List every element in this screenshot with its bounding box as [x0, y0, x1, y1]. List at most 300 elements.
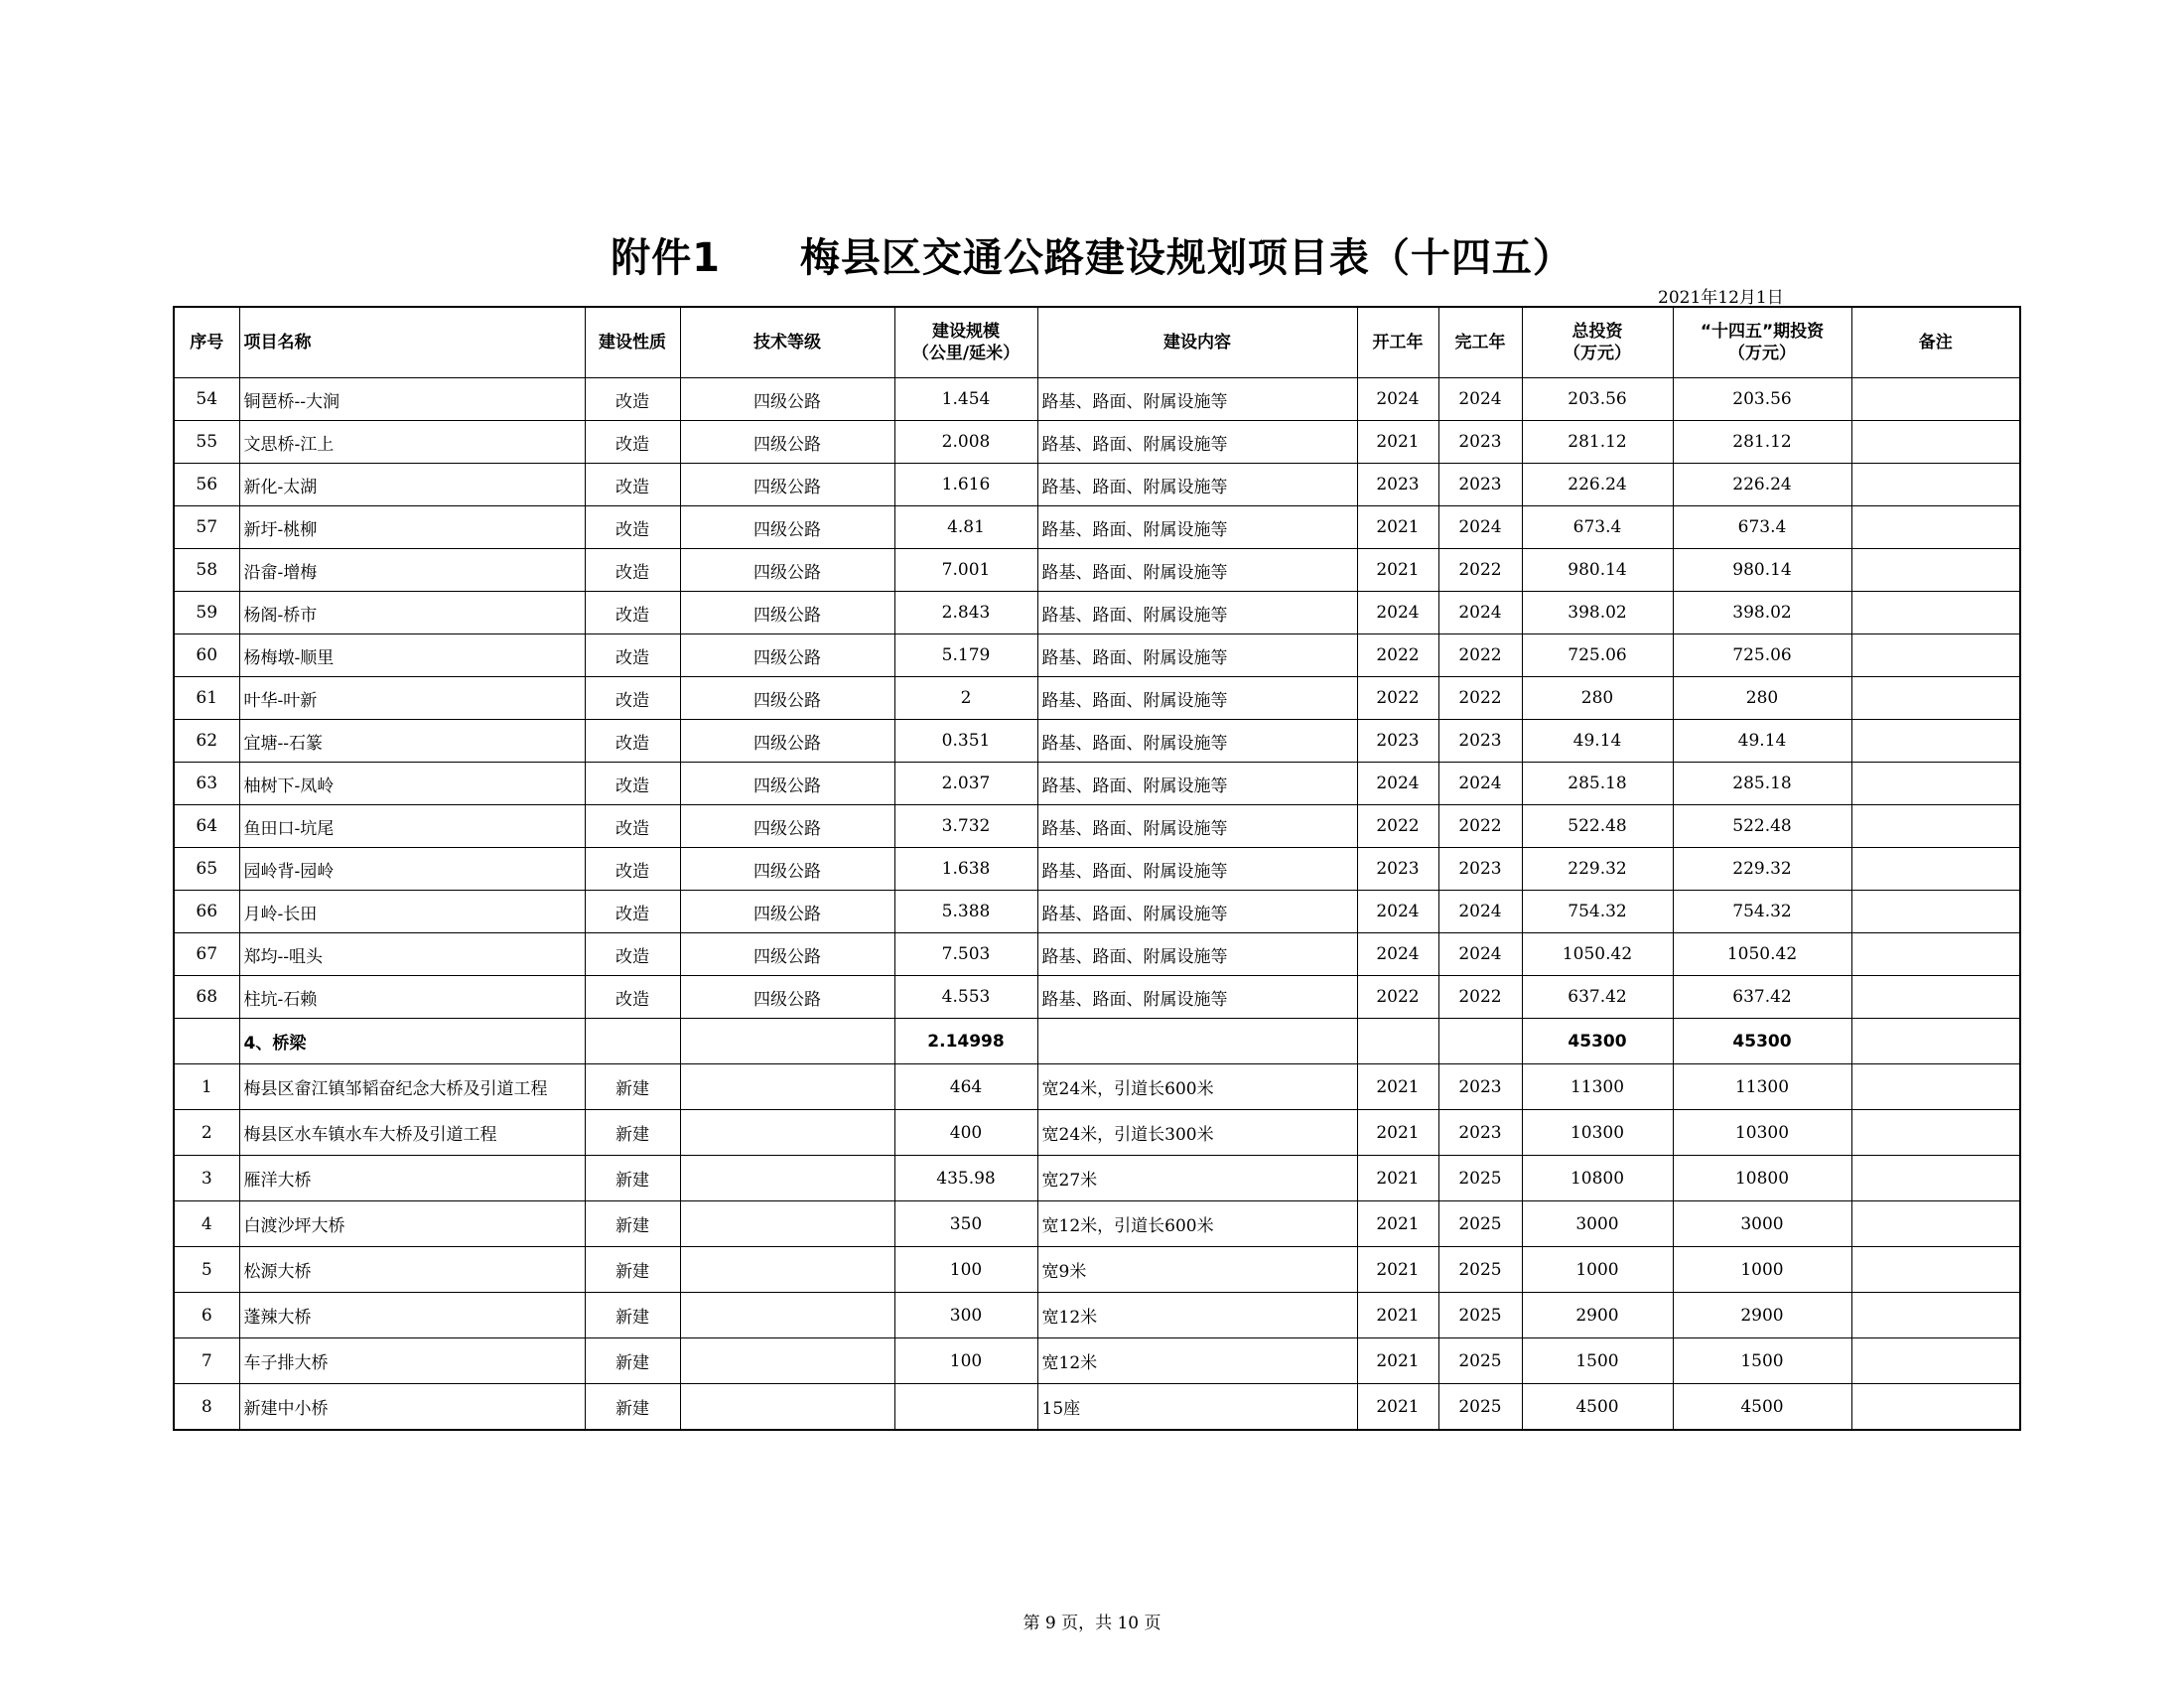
cell-nature: 改造 — [585, 634, 680, 677]
cell-seq: 60 — [174, 634, 239, 677]
cell-nature: 新建 — [585, 1156, 680, 1201]
cell-name: 郑均--咀头 — [239, 933, 585, 976]
cell-seq: 1 — [174, 1064, 239, 1110]
cell-grade — [680, 1156, 894, 1201]
cell-plan: 10800 — [1673, 1156, 1851, 1201]
cell-total: 203.56 — [1522, 378, 1673, 421]
cell-remark — [1851, 1064, 2020, 1110]
cell-end: 2022 — [1438, 805, 1522, 848]
cell-start: 2021 — [1357, 1110, 1438, 1156]
cell-total: 1050.42 — [1522, 933, 1673, 976]
cell-content: 路基、路面、附属设施等 — [1037, 720, 1357, 763]
cell-scale: 2.843 — [894, 592, 1037, 634]
table-row — [174, 677, 2020, 720]
cell-remark — [1851, 763, 2020, 805]
cell-seq: 63 — [174, 763, 239, 805]
table-header-row — [174, 307, 2020, 378]
section-plan: 45300 — [1673, 1019, 1851, 1064]
table-row — [174, 378, 2020, 421]
cell-name: 新化-太湖 — [239, 464, 585, 506]
col-header-scale — [894, 307, 1037, 378]
section-end — [1438, 1019, 1522, 1064]
cell-grade: 四级公路 — [680, 805, 894, 848]
cell-total: 10300 — [1522, 1110, 1673, 1156]
cell-end: 2025 — [1438, 1247, 1522, 1293]
cell-seq: 7 — [174, 1338, 239, 1384]
table-row — [174, 506, 2020, 549]
cell-content: 路基、路面、附属设施等 — [1037, 421, 1357, 464]
table-row — [174, 1384, 2020, 1431]
cell-scale: 4.553 — [894, 976, 1037, 1019]
cell-remark — [1851, 805, 2020, 848]
document-date: 2021年12月1日 — [1658, 288, 1784, 308]
cell-end: 2023 — [1438, 464, 1522, 506]
table-row — [174, 549, 2020, 592]
cell-end: 2024 — [1438, 592, 1522, 634]
cell-total: 10800 — [1522, 1156, 1673, 1201]
cell-scale: 435.98 — [894, 1156, 1037, 1201]
cell-plan: 285.18 — [1673, 763, 1851, 805]
col-header-end: 完工年 — [1438, 307, 1522, 378]
cell-grade — [680, 1384, 894, 1431]
cell-name: 鱼田口-坑尾 — [239, 805, 585, 848]
cell-name: 松源大桥 — [239, 1247, 585, 1293]
cell-scale: 400 — [894, 1110, 1037, 1156]
cell-total: 229.32 — [1522, 848, 1673, 891]
cell-start: 2021 — [1357, 1201, 1438, 1247]
cell-total: 673.4 — [1522, 506, 1673, 549]
cell-plan: 398.02 — [1673, 592, 1851, 634]
cell-plan: 49.14 — [1673, 720, 1851, 763]
cell-plan: 754.32 — [1673, 891, 1851, 933]
cell-seq: 59 — [174, 592, 239, 634]
cell-remark — [1851, 464, 2020, 506]
cell-content: 路基、路面、附属设施等 — [1037, 933, 1357, 976]
cell-end: 2025 — [1438, 1293, 1522, 1338]
cell-scale: 7.001 — [894, 549, 1037, 592]
cell-nature: 改造 — [585, 763, 680, 805]
cell-seq: 65 — [174, 848, 239, 891]
cell-seq: 57 — [174, 506, 239, 549]
cell-plan: 4500 — [1673, 1384, 1851, 1431]
cell-name: 蓬辣大桥 — [239, 1293, 585, 1338]
cell-end: 2024 — [1438, 933, 1522, 976]
cell-remark — [1851, 1247, 2020, 1293]
cell-end: 2023 — [1438, 1110, 1522, 1156]
cell-seq: 64 — [174, 805, 239, 848]
cell-scale: 100 — [894, 1247, 1037, 1293]
cell-start: 2024 — [1357, 933, 1438, 976]
cell-start: 2024 — [1357, 378, 1438, 421]
cell-content: 路基、路面、附属设施等 — [1037, 891, 1357, 933]
cell-remark — [1851, 1384, 2020, 1431]
col-header-plan-line2: （万元） — [1728, 344, 1796, 363]
cell-scale: 7.503 — [894, 933, 1037, 976]
cell-plan: 673.4 — [1673, 506, 1851, 549]
cell-name: 沿畲-增梅 — [239, 549, 585, 592]
cell-remark — [1851, 720, 2020, 763]
cell-nature: 改造 — [585, 549, 680, 592]
cell-name: 杨阁-桥市 — [239, 592, 585, 634]
table-row — [174, 1110, 2020, 1156]
cell-remark — [1851, 933, 2020, 976]
cell-plan: 226.24 — [1673, 464, 1851, 506]
cell-content: 宽9米 — [1037, 1247, 1357, 1293]
cell-total: 2900 — [1522, 1293, 1673, 1338]
cell-seq: 55 — [174, 421, 239, 464]
cell-start: 2021 — [1357, 1064, 1438, 1110]
cell-total: 1500 — [1522, 1338, 1673, 1384]
cell-scale: 1.454 — [894, 378, 1037, 421]
col-header-content: 建设内容 — [1037, 307, 1357, 378]
cell-end: 2025 — [1438, 1156, 1522, 1201]
page-number: 第 9 页，共 10 页 — [1023, 1614, 1161, 1633]
road-rows — [174, 378, 2020, 1019]
cell-name: 梅县区水车镇水车大桥及引道工程 — [239, 1110, 585, 1156]
cell-nature: 新建 — [585, 1384, 680, 1431]
cell-total: 398.02 — [1522, 592, 1673, 634]
cell-name: 柱坑-石赖 — [239, 976, 585, 1019]
cell-content: 路基、路面、附属设施等 — [1037, 805, 1357, 848]
cell-nature: 改造 — [585, 677, 680, 720]
cell-content: 宽24米，引道长300米 — [1037, 1110, 1357, 1156]
cell-name: 新圩-桃柳 — [239, 506, 585, 549]
cell-grade: 四级公路 — [680, 421, 894, 464]
cell-content: 路基、路面、附属设施等 — [1037, 592, 1357, 634]
cell-scale: 100 — [894, 1338, 1037, 1384]
cell-total: 280 — [1522, 677, 1673, 720]
cell-remark — [1851, 506, 2020, 549]
cell-plan: 1000 — [1673, 1247, 1851, 1293]
cell-grade: 四级公路 — [680, 549, 894, 592]
cell-nature: 改造 — [585, 891, 680, 933]
cell-plan: 522.48 — [1673, 805, 1851, 848]
cell-seq: 62 — [174, 720, 239, 763]
cell-remark — [1851, 634, 2020, 677]
table-row — [174, 1156, 2020, 1201]
cell-total: 3000 — [1522, 1201, 1673, 1247]
cell-name: 梅县区畲江镇邹韬奋纪念大桥及引道工程 — [239, 1064, 585, 1110]
cell-end: 2024 — [1438, 763, 1522, 805]
section-name: 4、桥梁 — [239, 1019, 585, 1064]
cell-start: 2021 — [1357, 1293, 1438, 1338]
cell-start: 2024 — [1357, 763, 1438, 805]
cell-nature: 新建 — [585, 1338, 680, 1384]
cell-plan: 637.42 — [1673, 976, 1851, 1019]
cell-scale: 0.351 — [894, 720, 1037, 763]
cell-end: 2024 — [1438, 506, 1522, 549]
cell-remark — [1851, 677, 2020, 720]
cell-seq: 2 — [174, 1110, 239, 1156]
table-row — [174, 1064, 2020, 1110]
cell-remark — [1851, 976, 2020, 1019]
cell-end: 2022 — [1438, 634, 1522, 677]
cell-nature: 改造 — [585, 933, 680, 976]
cell-content: 路基、路面、附属设施等 — [1037, 506, 1357, 549]
cell-grade — [680, 1338, 894, 1384]
section-start — [1357, 1019, 1438, 1064]
cell-content: 路基、路面、附属设施等 — [1037, 976, 1357, 1019]
cell-grade: 四级公路 — [680, 592, 894, 634]
cell-total: 49.14 — [1522, 720, 1673, 763]
table-row — [174, 805, 2020, 848]
cell-remark — [1851, 421, 2020, 464]
cell-plan: 11300 — [1673, 1064, 1851, 1110]
cell-nature: 改造 — [585, 805, 680, 848]
cell-grade: 四级公路 — [680, 677, 894, 720]
col-header-start: 开工年 — [1357, 307, 1438, 378]
cell-grade — [680, 1110, 894, 1156]
cell-name: 车子排大桥 — [239, 1338, 585, 1384]
cell-remark — [1851, 848, 2020, 891]
cell-end: 2022 — [1438, 677, 1522, 720]
cell-start: 2024 — [1357, 592, 1438, 634]
cell-seq: 8 — [174, 1384, 239, 1431]
cell-content: 宽12米 — [1037, 1293, 1357, 1338]
cell-total: 285.18 — [1522, 763, 1673, 805]
cell-grade: 四级公路 — [680, 848, 894, 891]
cell-nature: 改造 — [585, 720, 680, 763]
cell-start: 2021 — [1357, 1384, 1438, 1431]
cell-name: 柚树下-凤岭 — [239, 763, 585, 805]
cell-seq: 67 — [174, 933, 239, 976]
cell-total: 754.32 — [1522, 891, 1673, 933]
cell-start: 2021 — [1357, 1156, 1438, 1201]
cell-scale: 350 — [894, 1201, 1037, 1247]
table-row — [174, 421, 2020, 464]
cell-content: 15座 — [1037, 1384, 1357, 1431]
table-row — [174, 976, 2020, 1019]
section-content — [1037, 1019, 1357, 1064]
cell-start: 2023 — [1357, 848, 1438, 891]
cell-start: 2022 — [1357, 634, 1438, 677]
title-main: 梅县区交通公路建设规划项目表（十四五） — [799, 235, 1573, 281]
cell-end: 2024 — [1438, 378, 1522, 421]
cell-end: 2022 — [1438, 549, 1522, 592]
cell-grade: 四级公路 — [680, 464, 894, 506]
cell-remark — [1851, 1156, 2020, 1201]
cell-start: 2023 — [1357, 720, 1438, 763]
cell-grade: 四级公路 — [680, 891, 894, 933]
col-header-total-line1: 总投资 — [1571, 322, 1623, 342]
cell-start: 2021 — [1357, 421, 1438, 464]
cell-total: 522.48 — [1522, 805, 1673, 848]
cell-seq: 3 — [174, 1156, 239, 1201]
table-row — [174, 464, 2020, 506]
cell-name: 杨梅墩-顺里 — [239, 634, 585, 677]
cell-name: 雁洋大桥 — [239, 1156, 585, 1201]
cell-grade: 四级公路 — [680, 506, 894, 549]
bridge-rows — [174, 1064, 2020, 1431]
cell-grade: 四级公路 — [680, 933, 894, 976]
cell-seq: 54 — [174, 378, 239, 421]
cell-content: 宽12米 — [1037, 1338, 1357, 1384]
cell-seq: 4 — [174, 1201, 239, 1247]
cell-nature: 改造 — [585, 848, 680, 891]
project-table — [173, 306, 2021, 1431]
cell-remark — [1851, 549, 2020, 592]
col-header-plan — [1673, 307, 1851, 378]
cell-content: 路基、路面、附属设施等 — [1037, 763, 1357, 805]
cell-start: 2021 — [1357, 1338, 1438, 1384]
col-header-plan-line1: “十四五”期投资 — [1700, 322, 1825, 342]
table-row — [174, 1293, 2020, 1338]
cell-nature: 改造 — [585, 592, 680, 634]
cell-scale: 5.179 — [894, 634, 1037, 677]
cell-content: 宽27米 — [1037, 1156, 1357, 1201]
col-header-total-line2: （万元） — [1564, 344, 1631, 363]
cell-plan: 2900 — [1673, 1293, 1851, 1338]
cell-name: 园岭背-园岭 — [239, 848, 585, 891]
cell-seq: 66 — [174, 891, 239, 933]
cell-name: 铜琶桥--大涧 — [239, 378, 585, 421]
cell-remark — [1851, 1110, 2020, 1156]
cell-content: 路基、路面、附属设施等 — [1037, 549, 1357, 592]
cell-content: 路基、路面、附属设施等 — [1037, 378, 1357, 421]
cell-grade: 四级公路 — [680, 634, 894, 677]
cell-nature: 改造 — [585, 464, 680, 506]
cell-remark — [1851, 378, 2020, 421]
cell-scale: 1.616 — [894, 464, 1037, 506]
cell-end: 2023 — [1438, 421, 1522, 464]
title-prefix: 附件1 — [611, 235, 721, 281]
document-title — [0, 226, 2184, 283]
cell-grade — [680, 1247, 894, 1293]
col-header-remark: 备注 — [1851, 307, 2020, 378]
cell-name: 文思桥-江上 — [239, 421, 585, 464]
cell-seq: 56 — [174, 464, 239, 506]
cell-start: 2022 — [1357, 677, 1438, 720]
col-header-scale-line1: 建设规模 — [932, 322, 1000, 342]
cell-end: 2024 — [1438, 891, 1522, 933]
cell-nature: 改造 — [585, 506, 680, 549]
cell-grade: 四级公路 — [680, 763, 894, 805]
cell-total: 980.14 — [1522, 549, 1673, 592]
section-seq — [174, 1019, 239, 1064]
cell-grade — [680, 1293, 894, 1338]
section-nature — [585, 1019, 680, 1064]
table-row — [174, 1338, 2020, 1384]
cell-name: 白渡沙坪大桥 — [239, 1201, 585, 1247]
cell-plan: 203.56 — [1673, 378, 1851, 421]
cell-grade: 四级公路 — [680, 720, 894, 763]
cell-scale: 2.037 — [894, 763, 1037, 805]
cell-remark — [1851, 1293, 2020, 1338]
col-header-grade: 技术等级 — [680, 307, 894, 378]
cell-start: 2024 — [1357, 891, 1438, 933]
cell-nature: 改造 — [585, 976, 680, 1019]
cell-grade: 四级公路 — [680, 976, 894, 1019]
cell-scale: 2.008 — [894, 421, 1037, 464]
cell-start: 2023 — [1357, 464, 1438, 506]
col-header-scale-line2: （公里/延米） — [911, 344, 1021, 363]
cell-end: 2025 — [1438, 1384, 1522, 1431]
cell-seq: 61 — [174, 677, 239, 720]
cell-total: 4500 — [1522, 1384, 1673, 1431]
cell-grade: 四级公路 — [680, 378, 894, 421]
section-total: 45300 — [1522, 1019, 1673, 1064]
cell-plan: 1500 — [1673, 1338, 1851, 1384]
table-row — [174, 634, 2020, 677]
cell-scale: 2 — [894, 677, 1037, 720]
cell-scale: 4.81 — [894, 506, 1037, 549]
cell-nature: 新建 — [585, 1293, 680, 1338]
cell-total: 281.12 — [1522, 421, 1673, 464]
cell-scale: 300 — [894, 1293, 1037, 1338]
table-row — [174, 848, 2020, 891]
cell-content: 路基、路面、附属设施等 — [1037, 677, 1357, 720]
cell-end: 2023 — [1438, 848, 1522, 891]
table-row — [174, 1201, 2020, 1247]
cell-total: 725.06 — [1522, 634, 1673, 677]
cell-total: 226.24 — [1522, 464, 1673, 506]
cell-seq: 6 — [174, 1293, 239, 1338]
cell-nature: 改造 — [585, 421, 680, 464]
cell-start: 2022 — [1357, 805, 1438, 848]
cell-name: 宜塘--石篆 — [239, 720, 585, 763]
section-grade — [680, 1019, 894, 1064]
cell-plan: 10300 — [1673, 1110, 1851, 1156]
cell-remark — [1851, 1338, 2020, 1384]
cell-content: 路基、路面、附属设施等 — [1037, 464, 1357, 506]
cell-nature: 新建 — [585, 1064, 680, 1110]
cell-nature: 新建 — [585, 1201, 680, 1247]
table-row — [174, 720, 2020, 763]
cell-scale: 5.388 — [894, 891, 1037, 933]
cell-plan: 229.32 — [1673, 848, 1851, 891]
col-header-seq: 序号 — [174, 307, 239, 378]
table-row — [174, 933, 2020, 976]
cell-scale: 1.638 — [894, 848, 1037, 891]
cell-content: 路基、路面、附属设施等 — [1037, 634, 1357, 677]
cell-nature: 新建 — [585, 1110, 680, 1156]
cell-total: 11300 — [1522, 1064, 1673, 1110]
cell-plan: 980.14 — [1673, 549, 1851, 592]
cell-plan: 725.06 — [1673, 634, 1851, 677]
cell-start: 2021 — [1357, 506, 1438, 549]
cell-plan: 3000 — [1673, 1201, 1851, 1247]
cell-nature: 新建 — [585, 1247, 680, 1293]
cell-remark — [1851, 592, 2020, 634]
cell-content: 宽24米，引道长600米 — [1037, 1064, 1357, 1110]
cell-name: 叶华-叶新 — [239, 677, 585, 720]
cell-plan: 281.12 — [1673, 421, 1851, 464]
cell-start: 2022 — [1357, 976, 1438, 1019]
cell-name: 月岭-长田 — [239, 891, 585, 933]
cell-plan: 280 — [1673, 677, 1851, 720]
table-row — [174, 763, 2020, 805]
table-row — [174, 891, 2020, 933]
table-row — [174, 1247, 2020, 1293]
cell-end: 2023 — [1438, 1064, 1522, 1110]
cell-name: 新建中小桥 — [239, 1384, 585, 1431]
cell-remark — [1851, 891, 2020, 933]
cell-scale — [894, 1384, 1037, 1431]
cell-total: 1000 — [1522, 1247, 1673, 1293]
cell-total: 637.42 — [1522, 976, 1673, 1019]
cell-grade — [680, 1201, 894, 1247]
cell-end: 2022 — [1438, 976, 1522, 1019]
cell-plan: 1050.42 — [1673, 933, 1851, 976]
section-row — [174, 1019, 2020, 1064]
section-scale: 2.14998 — [894, 1019, 1037, 1064]
cell-content: 路基、路面、附属设施等 — [1037, 848, 1357, 891]
cell-seq: 5 — [174, 1247, 239, 1293]
cell-remark — [1851, 1201, 2020, 1247]
cell-start: 2021 — [1357, 1247, 1438, 1293]
cell-seq: 68 — [174, 976, 239, 1019]
col-header-total — [1522, 307, 1673, 378]
